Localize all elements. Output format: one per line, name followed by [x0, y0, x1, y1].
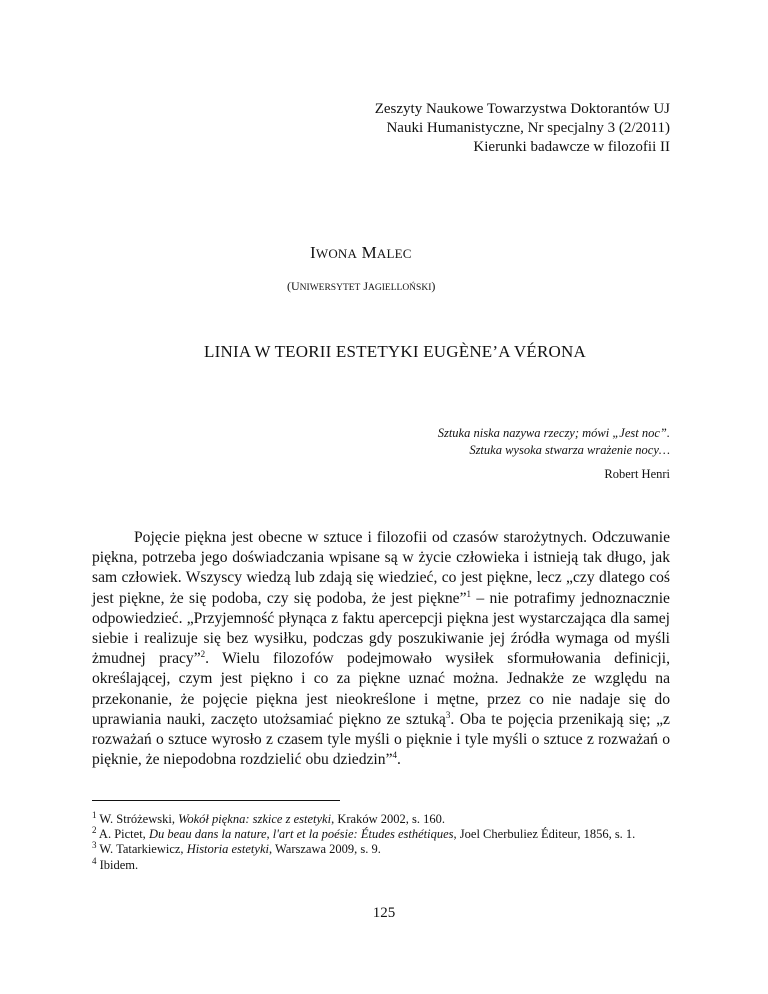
- footnote-ref: 4: [392, 750, 397, 761]
- epigraph-author: Robert Henri: [604, 467, 670, 481]
- epigraph-line: Sztuka niska nazywa rzeczy; mówi „Jest noc”.: [437, 426, 670, 440]
- journal-name: Zeszyty Naukowe Towarzystwa Doktorantów UJ: [374, 101, 670, 117]
- page-number: 125: [372, 905, 396, 921]
- journal-section: Kierunki badawcze w filozofii II: [473, 139, 670, 155]
- footnote-divider: [92, 800, 340, 801]
- footnote: $^1$ W. Stróżewski, Wokół piękna: szkice z estetyki, Kraków 2002, s. 160.: [92, 809, 445, 826]
- footnote-ref: 3: [445, 709, 451, 720]
- footnotes: [92, 809, 670, 873]
- journal-header: [375, 100, 670, 157]
- epigraph-line: Sztuka wysoka stwarza wrażenie nocy…: [469, 443, 670, 457]
- epigraph: [438, 425, 670, 459]
- author-affiliation: (UNIWERSYTET JAGIELLOŃSKI): [287, 279, 436, 293]
- footnote-ref: 1: [466, 588, 471, 599]
- author-name: IWONA MALEC: [310, 243, 412, 262]
- journal-issue: Nauki Humanistyczne, Nr specjalny 3 (2/2011): [386, 120, 670, 136]
- footnote: $^4$ Ibidem.: [92, 855, 139, 872]
- body-paragraph: Pojęcie piękna jest obecne w sztuce i filozofii od czasów starożytnych. Odczuwanie piękna, potrzeba jego doświadczania wpisane są w życie człowieka i istnieją tak długo, jak sam człowiek. Wszyscy wiedzą lub zdają się wiedzieć, co jest piękne, lecz „czy dlatego coś jest piękne, że się podoba, czy się podoba, że jest piękne”$^1$ – nie potrafimy jednoznacznie odpowiedzieć. „Przyjemność płynąca z faktu apercepcji piękna jest wystarczająca dla samej siebie i realizuje się bez wysiłku, podczas gdy poszukiwanie jej źródła wymaga od myśli żmudnej pracy”$^2$. Wielu filozofów podejmowało wysiłek sformułowania definicji, określającej, czym jest piękno i co za piękne uznać można. Jednakże ze względu na przekonanie, że pojęcie piękna jest nieokreślone i mętne, przez co nie nadaje się do uprawiania nauki, zaczęto utożsamiać piękno ze sztuką$^3$. Oba te pojęcia przenikają się; „z rozważań o sztuce wyrosło z czasem tyle myśli o pięknie i tyle myśli o sztuce z rozważań o pięknie, że niepodobna rozdzielić obu dziedzin”$^4$.: [92, 529, 670, 769]
- footnote-ref: 2: [200, 649, 206, 660]
- footnote: $^2$ A. Pictet, Du beau dans la nature, l'art et la poésie: Études esthétiques, Joel Cherbuliez Éditeur, 1856, s. 1.: [92, 825, 636, 842]
- article-title: LINIA W TEORII ESTETYKI EUGÈNE’A VÉRONA: [204, 342, 586, 361]
- footnote: $^3$ W. Tatarkiewicz, Historia estetyki, Warszawa 2009, s. 9.: [92, 840, 381, 857]
